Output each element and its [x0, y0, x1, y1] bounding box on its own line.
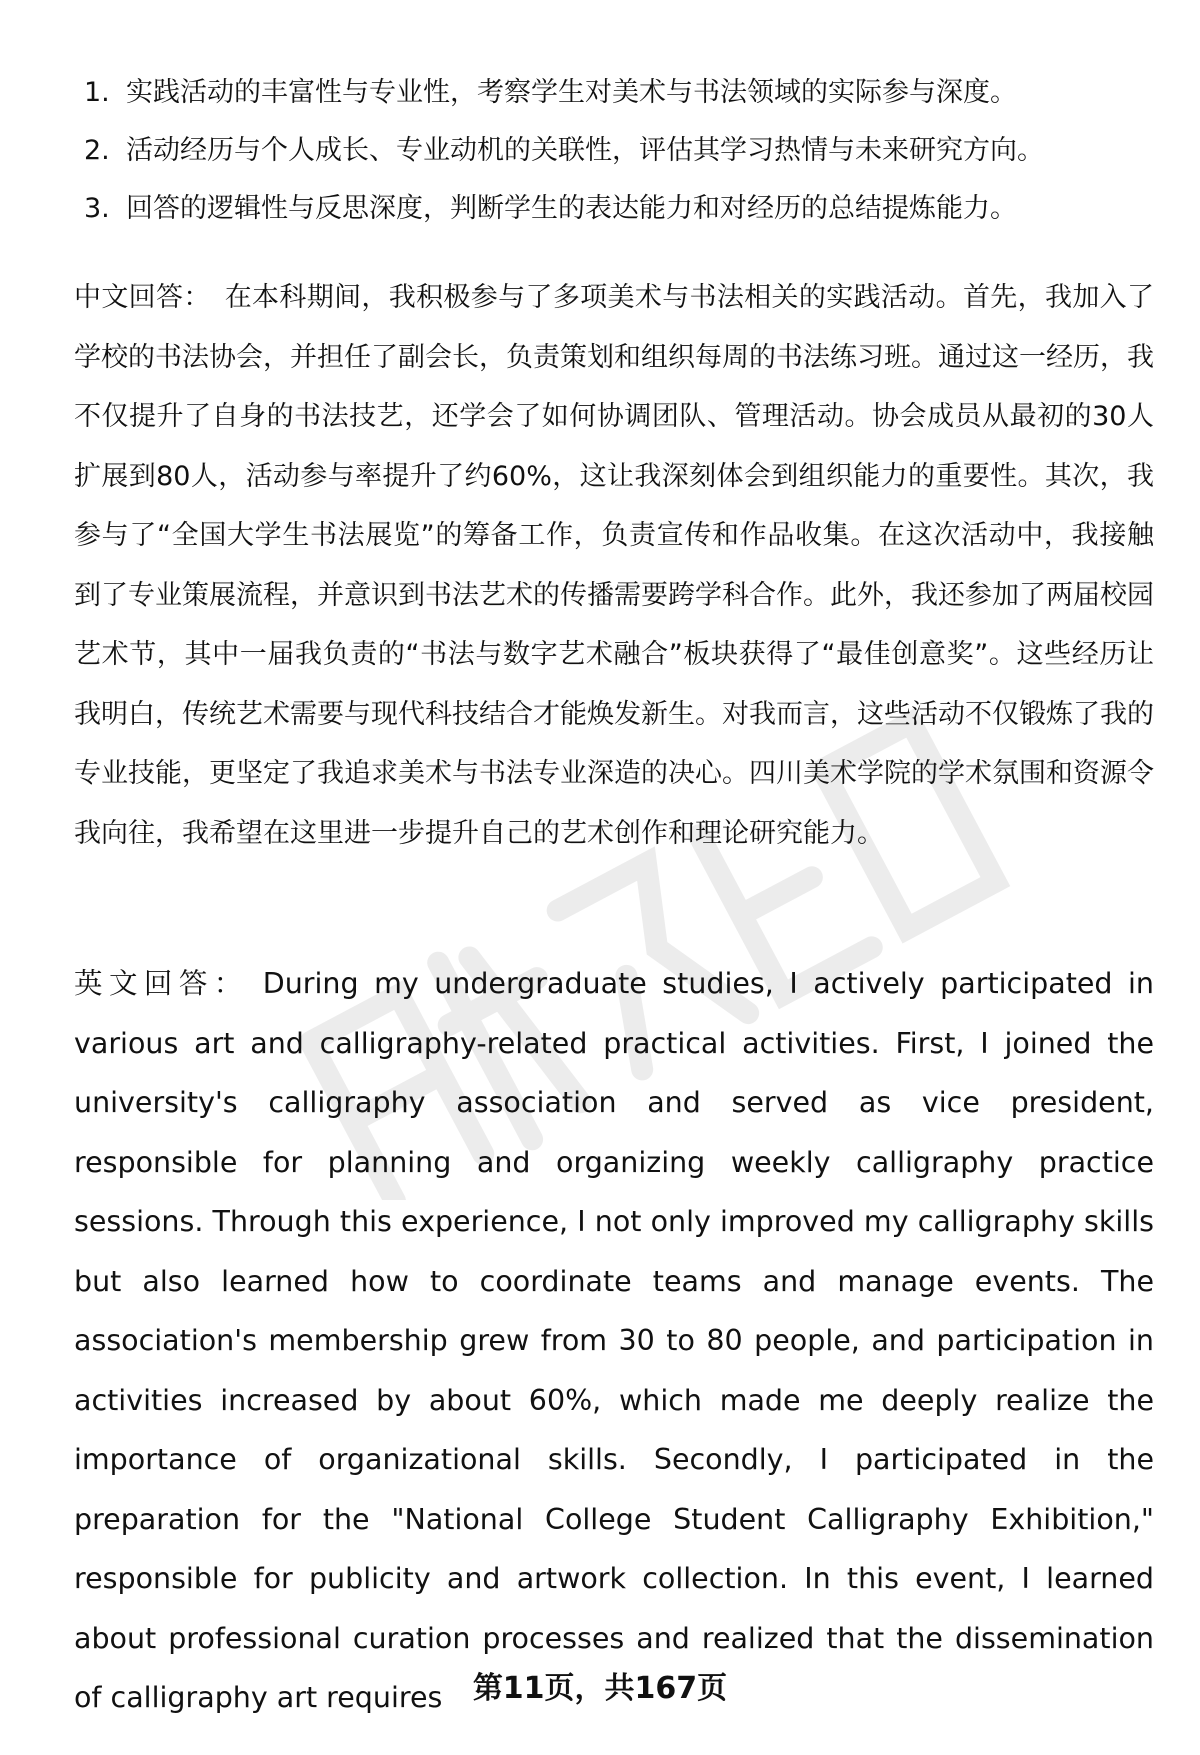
criteria-text: 回答的逻辑性与反思深度，判断学生的表达能力和对经历的总结提炼能力。 — [126, 193, 1017, 224]
english-answer-label: 英文回答： — [74, 967, 249, 1000]
chinese-answer-text: 在本科期间，我积极参与了多项美术与书法相关的实践活动。首先，我加入了学校的书法协会，并担任了副会长，负责策划和组织每周的书法练习班。通过这一经历，我不仅提升了自身的书法技艺，还学会了如何协调团队、管理活动。协会成员从最初的30人扩展到80人，活动参与率提升了约60%，这让我深刻体会到组织能力的重要性。其次，我参与了“全国大学生书法展览”的筹备工作，负责宣传和作品收集。在这次活动中，我接触到了专业策展流程，并意识到书法艺术的传播需要跨学科合作。此外，我还参加了两届校园艺术节，其中一届我负责的“书法与数字艺术融合”板块获得了“最佳创意奖”。这些经历让我明白，传统艺术需要与现代科技结合才能焕发新生。对我而言，这些活动不仅锻炼了我的专业技能，更坚定了我追求美术与书法专业深造的决心。四川美术学院的学术氛围和资源令我向往，我希望在这里进一步提升自己的艺术创作和理论研究能力。 — [74, 282, 1155, 849]
english-answer-text: During my undergraduate studies, I actively participated in various art and calligraphy-related practical activities. First, I joined the university's calligraphy association and served as vice president, responsible for planning and organizing weekly calligraphy practice sessions. Through this experience, I not only improved my calligraphy skills but also learned how to coordinate teams and manage events. The association's membership grew from 30 to 80 people, and participation in activities increased by about 60%, which made me deeply realize the importance of organizational skills. Secondly, I participated in the preparation for the "National College Student Calligraphy Exhibition," responsible for publicity and artwork collection. In this event, I learned about professional curation processes and realized that the dissemination of calligraphy art requires — [74, 967, 1154, 1714]
criteria-number: 2. — [84, 135, 110, 166]
criteria-item — [74, 122, 1154, 180]
evaluation-criteria-list — [74, 64, 1154, 238]
criteria-number: 1. — [84, 77, 110, 108]
criteria-item — [74, 180, 1154, 238]
criteria-item — [74, 64, 1154, 122]
chinese-answer-label: 中文回答： — [74, 282, 211, 313]
page-number-footer: 第11页，共167页 — [472, 1671, 728, 1706]
chinese-answer-paragraph — [74, 268, 1154, 863]
english-answer-paragraph — [74, 954, 1154, 1728]
criteria-text: 活动经历与个人成长、专业动机的关联性，评估其学习热情与未来研究方向。 — [126, 135, 1044, 166]
criteria-text: 实践活动的丰富性与专业性，考察学生对美术与书法领域的实际参与深度。 — [126, 77, 1017, 108]
criteria-number: 3. — [84, 193, 110, 224]
